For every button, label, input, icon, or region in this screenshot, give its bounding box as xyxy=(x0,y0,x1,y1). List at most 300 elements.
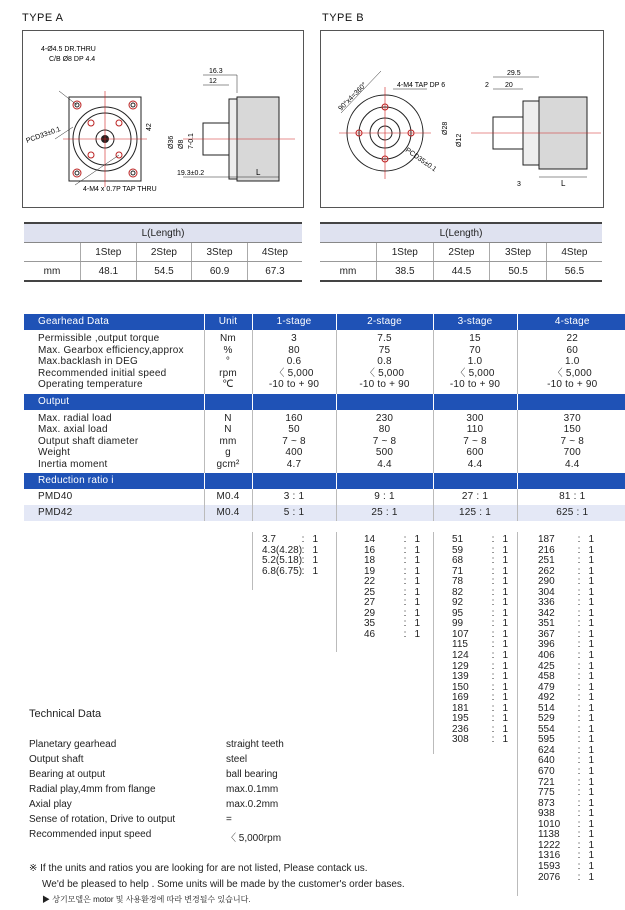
length-a-step: 1Step xyxy=(81,243,137,262)
length-a-unit: mm xyxy=(24,262,81,282)
ratio-value: 2076 xyxy=(538,871,561,883)
length-a-header: L(Length) xyxy=(24,223,302,243)
type-a-label-d7: 7-0.1 xyxy=(188,133,195,149)
type-b-drawing xyxy=(320,30,604,208)
ratio-one: 1 xyxy=(414,618,420,630)
ratio-value: 425 xyxy=(538,660,555,672)
ratio-value: 82 xyxy=(452,586,464,598)
tech-value: max.0.1mm xyxy=(226,784,279,795)
type-a-label-pcd: PCD33±0.1 xyxy=(25,125,62,145)
ratio-value: 115 xyxy=(452,639,468,651)
technical-title: Technical Data xyxy=(29,708,102,720)
ratio-list-stage2 xyxy=(364,535,420,640)
ratio-sep: : xyxy=(403,586,407,598)
ratio-value: 169 xyxy=(452,692,469,704)
ratio-one: 1 xyxy=(502,650,508,662)
ratio-sep: : xyxy=(577,808,581,820)
ratio-item xyxy=(538,862,594,873)
ratio-sep: : xyxy=(577,639,581,651)
ratio-value: 624 xyxy=(538,744,555,756)
type-b-label-d12: Ø12 xyxy=(456,133,463,147)
ratio-one: 1 xyxy=(502,576,508,588)
ratio-one: 1 xyxy=(502,671,508,683)
note-line-3: ▶ 상기모델은 motor 및 사용환경에 따라 변경될수 있습니다. xyxy=(42,895,251,904)
ratio-value: 92 xyxy=(452,597,464,609)
ratio-one: 1 xyxy=(414,628,420,640)
ratio-sep: : xyxy=(491,671,495,683)
ratio-list-stage1 xyxy=(262,535,318,577)
ratio-value: 1593 xyxy=(538,860,561,872)
type-b-label-L: L xyxy=(561,179,566,188)
ratio-one: 1 xyxy=(588,860,594,872)
ratio-sep: : xyxy=(577,618,581,630)
ratio-sep: : xyxy=(491,723,495,735)
tech-label: Radial play,4mm from flange xyxy=(29,784,156,795)
ratio-sep: : xyxy=(577,544,581,556)
spec-head-stage: 2-stage xyxy=(336,314,433,330)
spec-head-stage: 1-stage xyxy=(252,314,336,330)
tech-label: Sense of rotation, Drive to output xyxy=(29,814,176,825)
ratio-sep: : xyxy=(577,565,581,577)
ratio-sep: : xyxy=(577,597,581,609)
ratio-sep: : xyxy=(577,734,581,746)
ratio-sep: : xyxy=(491,607,495,619)
tech-label: Axial play xyxy=(29,799,72,810)
ratio-sep: : xyxy=(577,555,581,567)
ratio-value: 68 xyxy=(452,555,464,567)
tech-value: = xyxy=(226,814,232,825)
ratio-sep: : xyxy=(577,650,581,662)
ratio-value: 406 xyxy=(538,650,555,662)
ratio-value: 95 xyxy=(452,607,464,619)
ratio-sep: : xyxy=(577,860,581,872)
ratio-sep: : xyxy=(577,660,581,672)
ratio-one: 1 xyxy=(502,534,508,545)
type-b-title: TYPE B xyxy=(322,12,365,24)
ratio-sep: : xyxy=(577,744,581,756)
ratio-one: 1 xyxy=(588,544,594,556)
ratio-one: 1 xyxy=(588,692,594,704)
ratio-one: 1 xyxy=(588,818,594,830)
ratio-value: 19 xyxy=(364,565,376,577)
spec-head-unit: Unit xyxy=(204,314,252,330)
ratio-value: 5.2(5.18) xyxy=(262,555,303,567)
length-a-value: 60.9 xyxy=(192,262,248,282)
type-b-label-d20: 20 xyxy=(505,82,513,89)
ratio-value: 1222 xyxy=(538,839,561,851)
ratio-item xyxy=(262,535,318,546)
spec-head-stage: 4-stage xyxy=(517,314,625,330)
ratio-one: 1 xyxy=(414,607,420,619)
ratio-value: 640 xyxy=(538,755,555,767)
ratio-sep: : xyxy=(491,597,495,609)
ratio-one: 1 xyxy=(588,681,594,693)
ratio-value: 351 xyxy=(538,618,555,630)
ratio-value: 458 xyxy=(538,671,555,683)
type-b-label-angle: 90°x4=360° xyxy=(337,81,369,113)
ratio-value: 6.8(6.75) xyxy=(262,565,303,577)
ratio-one: 1 xyxy=(588,713,594,725)
ratio-value: 46 xyxy=(364,628,376,640)
length-b-step: 3Step xyxy=(490,243,547,262)
tech-label: Output shaft xyxy=(29,754,84,765)
ratio-list-stage3 xyxy=(452,535,508,746)
tech-value: ball bearing xyxy=(226,769,278,780)
ratio-sep: : xyxy=(577,713,581,725)
type-a-label-holes: 4-Ø4.5 DR.THRU xyxy=(41,46,96,53)
ratio-one: 1 xyxy=(414,544,420,556)
ratio-one: 1 xyxy=(502,681,508,693)
ratio-sep: : xyxy=(403,628,407,640)
type-a-label-d42: 42 xyxy=(146,123,153,131)
ratio-one: 1 xyxy=(588,734,594,746)
type-a-label-cbore: C/B Ø8 DP 4.4 xyxy=(49,56,96,63)
tech-label: Planetary gearhead xyxy=(29,739,117,750)
ratio-one: 1 xyxy=(588,639,594,651)
ratio-one: 1 xyxy=(312,534,318,545)
ratio-value: 873 xyxy=(538,797,555,809)
spec-row: Recommended initial speed rpm 〈 5,000 〈 5,000 〈 5,000 〈 5,000 xyxy=(24,368,625,380)
ratio-value: 304 xyxy=(538,586,555,598)
ratio-sep: : xyxy=(491,713,495,725)
ratio-one: 1 xyxy=(588,534,594,545)
ratio-sep: : xyxy=(491,565,495,577)
ratio-value: 124 xyxy=(452,650,469,662)
ratio-one: 1 xyxy=(588,597,594,609)
model-row: PMD42 M0.4 5 : 1 25 : 1 125 : 1 625 : 1 xyxy=(24,505,625,521)
length-a-value: 67.3 xyxy=(247,262,302,282)
ratio-sep: : xyxy=(491,576,495,588)
ratio-value: 51 xyxy=(452,534,464,545)
ratio-item xyxy=(364,630,420,641)
ratio-one: 1 xyxy=(312,555,318,567)
ratio-one: 1 xyxy=(588,755,594,767)
length-b-step: 1Step xyxy=(377,243,434,262)
ratio-value: 290 xyxy=(538,576,555,588)
ratio-value: 195 xyxy=(452,713,469,725)
ratio-sep: : xyxy=(491,660,495,672)
type-a-label-d163: 16.3 xyxy=(209,68,223,75)
ratio-sep: : xyxy=(403,607,407,619)
ratio-sep: : xyxy=(491,650,495,662)
ratio-value: 129 xyxy=(452,660,469,672)
ratio-sep: : xyxy=(577,586,581,598)
tech-value: max.0.2mm xyxy=(226,799,279,810)
ratio-one: 1 xyxy=(588,850,594,862)
ratio-one: 1 xyxy=(502,607,508,619)
ratio-sep: : xyxy=(577,576,581,588)
note-line-2: We'd be pleased to help . Some units will be made by the customer's order bases. xyxy=(42,879,405,890)
ratio-sep: : xyxy=(577,839,581,851)
ratio-sep: : xyxy=(491,618,495,630)
spec-head-stage: 3-stage xyxy=(433,314,517,330)
length-table-a xyxy=(24,222,302,282)
ratio-sep: : xyxy=(577,607,581,619)
ratio-value: 27 xyxy=(364,597,376,609)
spec-row: Max. radial load N 160 230 300 370 xyxy=(24,410,625,425)
type-b-label-pcd: PCD35±0.1 xyxy=(403,146,438,174)
type-a-label-tap: 4-M4 x 0.7P TAP THRU xyxy=(83,186,157,193)
ratio-one: 1 xyxy=(414,576,420,588)
length-b-step: 4Step xyxy=(546,243,602,262)
ratio-sep: : xyxy=(577,702,581,714)
ratio-sep: : xyxy=(491,734,495,746)
ratio-one: 1 xyxy=(588,871,594,883)
ratio-item xyxy=(538,873,594,884)
length-a-step: 3Step xyxy=(192,243,248,262)
ratio-item xyxy=(262,567,318,578)
ratio-one: 1 xyxy=(414,534,420,545)
ratio-sep: : xyxy=(403,618,407,630)
spec-row: Max. axial load N 50 80 110 150 xyxy=(24,424,625,436)
ratio-sep: : xyxy=(577,776,581,788)
ratio-one: 1 xyxy=(588,829,594,841)
ratio-value: 25 xyxy=(364,586,376,598)
tech-label: Bearing at output xyxy=(29,769,106,780)
ratio-value: 670 xyxy=(538,766,555,778)
ratio-value: 396 xyxy=(538,639,555,651)
ratio-sep: : xyxy=(301,534,305,545)
ratio-value: 367 xyxy=(538,628,555,640)
ratio-one: 1 xyxy=(414,597,420,609)
ratio-value: 107 xyxy=(452,628,469,640)
length-b-value: 56.5 xyxy=(546,262,602,282)
type-b-label-d295: 29.5 xyxy=(507,70,521,77)
ratio-one: 1 xyxy=(502,628,508,640)
type-b-label-d2: 2 xyxy=(485,82,489,89)
ratio-item xyxy=(538,535,594,546)
ratio-one: 1 xyxy=(502,555,508,567)
spec-row: Inertia moment gcm² 4.7 4.4 4.4 4.4 xyxy=(24,459,625,474)
ratio-value: 99 xyxy=(452,618,464,630)
length-a-step: 2Step xyxy=(136,243,192,262)
ratio-sep: : xyxy=(577,534,581,545)
ratio-value: 35 xyxy=(364,618,376,630)
ratio-item xyxy=(452,651,508,662)
length-b-unit: mm xyxy=(320,262,377,282)
ratio-one: 1 xyxy=(588,607,594,619)
ratio-list-stage4 xyxy=(538,535,594,883)
ratio-value: 336 xyxy=(538,597,555,609)
ratio-one: 1 xyxy=(588,565,594,577)
ratio-value: 187 xyxy=(538,534,555,545)
length-a-value: 48.1 xyxy=(81,262,137,282)
ratio-sep: : xyxy=(403,576,407,588)
ratio-value: 595 xyxy=(538,734,555,746)
ratio-one: 1 xyxy=(502,713,508,725)
ratio-value: 3.7 xyxy=(262,534,276,545)
length-b-value: 50.5 xyxy=(490,262,547,282)
ratio-one: 1 xyxy=(414,586,420,598)
ratio-sep: : xyxy=(577,797,581,809)
ratio-one: 1 xyxy=(502,544,508,556)
type-a-label-d19: 19.3±0.2 xyxy=(177,170,205,177)
ratio-value: 216 xyxy=(538,544,555,556)
ratio-sep: : xyxy=(491,639,495,651)
ratio-one: 1 xyxy=(588,586,594,598)
type-a-label-L: L xyxy=(256,168,261,177)
ratio-one: 1 xyxy=(502,734,508,746)
ratio-value: 29 xyxy=(364,607,376,619)
ratio-sep: : xyxy=(577,681,581,693)
ratio-sep: : xyxy=(577,628,581,640)
spec-table xyxy=(24,314,625,521)
tech-value: 〈 5,000rpm xyxy=(226,833,282,844)
ratio-one: 1 xyxy=(588,744,594,756)
ratio-value: 18 xyxy=(364,555,376,567)
ratio-value: 1138 xyxy=(538,829,560,841)
ratio-value: 529 xyxy=(538,713,555,725)
spec-row: Weight g 400 500 600 700 xyxy=(24,447,625,459)
ratio-one: 1 xyxy=(502,660,508,672)
ratio-one: 1 xyxy=(588,808,594,820)
ratio-one: 1 xyxy=(588,650,594,662)
note-line-1: ※ If the units and ratios you are looking for are not listed, Please contack us. xyxy=(29,863,368,874)
ratio-sep: : xyxy=(491,628,495,640)
ratio-sep: : xyxy=(577,871,581,883)
ratio-one: 1 xyxy=(588,797,594,809)
ratio-item xyxy=(538,767,594,778)
ratio-sep: : xyxy=(403,544,407,556)
ratio-value: 4.3(4.28) xyxy=(262,544,303,556)
tech-value: straight teeth xyxy=(226,739,284,750)
spec-row: Max. Gearbox efficiency,approx % 80 75 70 60 xyxy=(24,345,625,357)
ratio-item xyxy=(538,651,594,662)
length-table-b xyxy=(320,222,602,282)
ratio-value: 181 xyxy=(452,702,469,714)
ratio-value: 514 xyxy=(538,702,555,714)
ratio-value: 721 xyxy=(538,776,555,788)
length-b-value: 44.5 xyxy=(433,262,490,282)
ratio-one: 1 xyxy=(588,787,594,799)
type-b-label-d3: 3 xyxy=(517,181,521,188)
ratio-item xyxy=(364,535,420,546)
length-a-value: 54.5 xyxy=(136,262,192,282)
ratio-one: 1 xyxy=(588,618,594,630)
ratio-one: 1 xyxy=(588,723,594,735)
ratio-one: 1 xyxy=(502,597,508,609)
ratio-sep: : xyxy=(491,702,495,714)
ratio-one: 1 xyxy=(502,565,508,577)
length-b-value: 38.5 xyxy=(377,262,434,282)
ratio-sep: : xyxy=(577,755,581,767)
ratio-one: 1 xyxy=(588,555,594,567)
spec-head-label: Gearhead Data xyxy=(24,314,204,330)
tech-label: Recommended input speed xyxy=(29,829,152,840)
ratio-sep: : xyxy=(577,692,581,704)
ratio-value: 16 xyxy=(364,544,376,556)
ratio-one: 1 xyxy=(502,639,508,651)
type-b-label-tap: 4-M4 TAP DP 6 xyxy=(397,82,446,89)
type-b-label-d28: Ø28 xyxy=(442,121,449,135)
ratio-one: 1 xyxy=(414,555,420,567)
ratio-sep: : xyxy=(491,534,495,545)
ratio-sep: : xyxy=(491,586,495,598)
ratio-value: 22 xyxy=(364,576,376,588)
ratio-value: 150 xyxy=(452,681,469,693)
type-a-label-d12: 12 xyxy=(209,78,217,85)
ratio-value: 554 xyxy=(538,723,555,735)
ratio-sep: : xyxy=(403,555,407,567)
ratio-value: 308 xyxy=(452,734,469,746)
ratio-sep: : xyxy=(577,723,581,735)
ratio-one: 1 xyxy=(588,660,594,672)
ratio-value: 78 xyxy=(452,576,464,588)
ratio-one: 1 xyxy=(502,723,508,735)
ratio-sep: : xyxy=(577,818,581,830)
ratio-one: 1 xyxy=(414,565,420,577)
ratio-sep: : xyxy=(403,597,407,609)
ratio-one: 1 xyxy=(502,618,508,630)
type-a-drawing xyxy=(22,30,304,208)
ratio-one: 1 xyxy=(588,671,594,683)
ratio-one: 1 xyxy=(502,702,508,714)
ratio-value: 492 xyxy=(538,692,555,704)
ratio-value: 71 xyxy=(452,565,464,577)
ratio-one: 1 xyxy=(588,576,594,588)
ratio-sep: : xyxy=(301,555,305,567)
spec-row: Max.backlash in DEG ° 0.6 0.8 1.0 1.0 xyxy=(24,356,625,368)
ratio-value: 262 xyxy=(538,565,555,577)
ratio-value: 59 xyxy=(452,544,464,556)
length-b-header: L(Length) xyxy=(320,223,602,243)
spec-ratio-title: Reduction ratio i xyxy=(24,473,204,489)
ratio-sep: : xyxy=(577,829,581,841)
tech-value: steel xyxy=(226,754,248,765)
ratio-sep: : xyxy=(491,544,495,556)
ratio-sep: : xyxy=(577,787,581,799)
ratio-sep: : xyxy=(491,692,495,704)
ratio-one: 1 xyxy=(588,702,594,714)
ratio-sep: : xyxy=(403,565,407,577)
ratio-one: 1 xyxy=(588,776,594,788)
spec-row: Permissible ,output torque Nm 3 7.5 15 22 xyxy=(24,330,625,345)
ratio-sep: : xyxy=(577,766,581,778)
ratio-value: 479 xyxy=(538,681,555,693)
ratio-value: 251 xyxy=(538,555,555,567)
type-a-label-d36: Ø36 xyxy=(168,135,175,149)
ratio-one: 1 xyxy=(312,544,318,556)
ratio-one: 1 xyxy=(588,628,594,640)
spec-row: Output shaft diameter mm 7 ~ 8 7 ~ 8 7 ~ 8 7 ~ 8 xyxy=(24,436,625,448)
type-a-label-d8: Ø8 xyxy=(178,139,185,149)
ratio-sep: : xyxy=(301,565,305,577)
ratio-sep: : xyxy=(403,534,407,545)
ratio-value: 139 xyxy=(452,671,469,683)
ratio-sep: : xyxy=(491,681,495,693)
ratio-value: 1010 xyxy=(538,818,561,830)
ratio-sep: : xyxy=(301,544,305,556)
ratio-one: 1 xyxy=(588,766,594,778)
ratio-sep: : xyxy=(577,671,581,683)
type-a-title: TYPE A xyxy=(22,12,64,24)
model-row: PMD40 M0.4 3 : 1 9 : 1 27 : 1 81 : 1 xyxy=(24,489,625,505)
ratio-item xyxy=(452,535,508,546)
ratio-one: 1 xyxy=(502,586,508,598)
length-b-step: 2Step xyxy=(433,243,490,262)
ratio-item xyxy=(452,735,508,746)
ratio-value: 342 xyxy=(538,607,555,619)
length-a-step: 4Step xyxy=(247,243,302,262)
ratio-one: 1 xyxy=(588,839,594,851)
ratio-one: 1 xyxy=(312,565,318,577)
ratio-sep: : xyxy=(577,850,581,862)
ratio-sep: : xyxy=(491,555,495,567)
ratio-value: 1316 xyxy=(538,850,561,862)
ratio-value: 14 xyxy=(364,534,376,545)
ratio-value: 236 xyxy=(452,723,469,735)
ratio-value: 938 xyxy=(538,808,555,820)
